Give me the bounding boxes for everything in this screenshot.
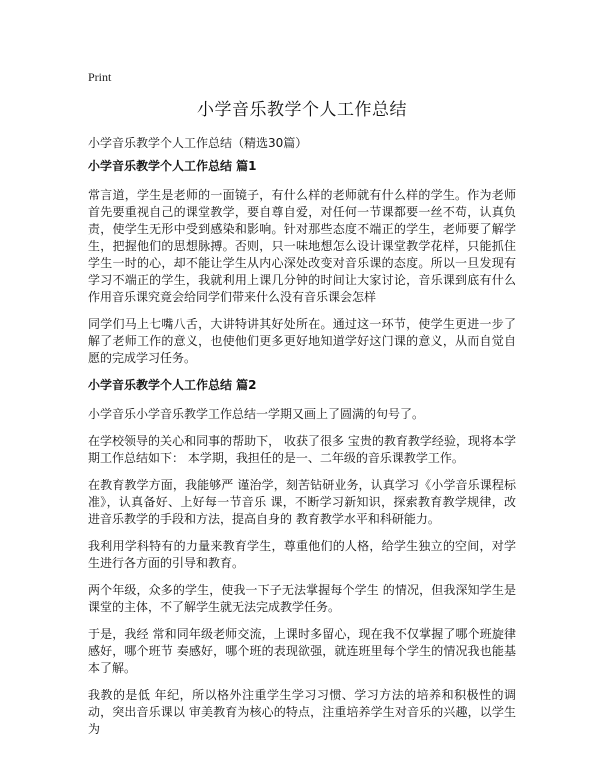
page-title: 小学音乐教学个人工作总结 <box>197 100 407 120</box>
paragraph: 两个年级，众多的学生，使我一下子无法掌握每个学生 的情况，但我深知学生是课堂的主体，不了解学生就无法完成教学任务。 <box>88 583 516 614</box>
paragraph: 小学音乐小学音乐教学工作总结一学期又画上了圆满的句号了。 <box>88 407 425 421</box>
page-subtitle: 小学音乐教学个人工作总结（精选30篇） <box>88 136 308 150</box>
paragraph: 在学校领导的关心和同事的帮助下， 收获了很多 宝贵的教育教学经验，现将本学期工作总结如下： 本学期，我担任的是一、二年级的音乐课教学工作。 <box>88 434 516 465</box>
paragraph: 我利用学科特有的力量来教育学生，尊重他们的人格，给学生独立的空间，对学生进行各方面的引导和教育。 <box>88 539 516 570</box>
paragraph: 我教的是低 年纪，所以格外注重学生学习习惯、学习方法的培养和积极性的调动，突出音乐课以 审美教育为核心的特点，注重培养学生对音乐的兴趣，以学生为 <box>88 688 516 736</box>
paragraph: 于是，我经 常和同年级老师交流，上课时多留心，现在我不仅掌握了哪个班旋律感好，哪个班节 奏感好，哪个班的表现欲强，就连班里每个学生的情况我也能基本了解。 <box>88 627 516 675</box>
section-1 <box>88 158 516 367</box>
paragraph: 常言道，学生是老师的一面镜子，有什么样的老师就有什么样的学生。作为老师首先要重视自己的课堂教学，要自尊自爱，对任何一节课都要一丝不苟，认真负责，使学生无形中受到感染和影响。针对那些态度不端正的学生，老师要了解学生，把握他们的思想脉搏。否则，只一味地想怎么设计课堂教学花样，只能抓住学生一时的心，却不能让学生从内心深处改变对音乐课的态度。所以一旦发现有学习不端正的学生，我就利用上课几分钟的时间让大家讨论，音乐课到底有什么作用音乐课究竟会给同学们带来什么没有音乐课会怎样 <box>88 188 516 304</box>
paragraph: 同学们马上七嘴八舌，大讲特讲其好处所在。通过这一环节，使学生更进一步了解了老师工作的意义，也使他们更多更好地知道学好这门课的意义，从而自觉自愿的完成学习任务。 <box>88 317 516 365</box>
section-heading: 小学音乐教学个人工作总结 篇1 <box>88 159 257 173</box>
section-heading: 小学音乐教学个人工作总结 篇2 <box>88 378 257 392</box>
section-2 <box>88 377 516 738</box>
paragraph: 在教育教学方面，我能够严 谨治学，刻苦钻研业务，认真学习《小学音乐课程标准》，认真备好、上好每一节音乐 课，不断学习新知识，探索教育教学规律，改进音乐教学的手段和方法，提高自身的 教育教学水平和科研能力。 <box>88 478 516 526</box>
article-body <box>88 158 516 748</box>
print-link[interactable]: Print <box>88 70 112 84</box>
